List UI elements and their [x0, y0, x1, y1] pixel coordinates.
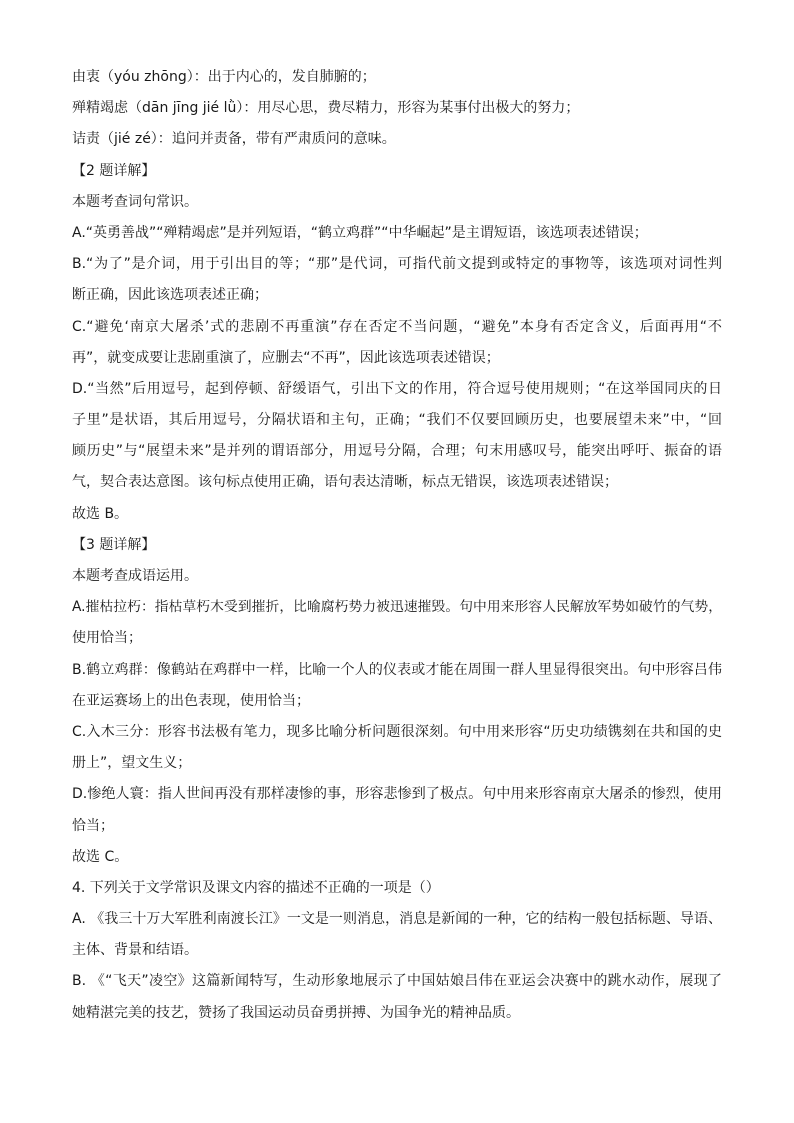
q3-option-b-line2: 在亚运赛场上的出色表现，使用恰当；	[72, 692, 310, 709]
q3-option-d-line2: 恰当；	[72, 817, 114, 834]
q4-option-b-line1: B. 《“飞天”凌空》这篇新闻特写，生动形象地展示了中国姑娘吕伟在亚运会决赛中的跳水动作，展现了	[72, 973, 722, 990]
q2-option-d-line2: 子里”是状语，其后用逗号，分隔状语和主句，正确；“我们不仅要回顾历史，也要展望未来”中，“回	[72, 412, 722, 429]
section-heading-q3: 【3 题详解】	[72, 536, 156, 553]
q3-option-c-line1: C.入木三分：形容书法极有笔力，现多比喻分析问题很深刻。句中用来形容“历史功绩镌刻在共和国的史	[72, 723, 722, 740]
q3-option-a-line2: 使用恰当；	[72, 630, 142, 647]
q4-option-b-line2: 她精湛完美的技艺，赞扬了我国运动员奋勇拼搏、为国争光的精神品质。	[72, 1004, 520, 1021]
q3-option-a-line1: A.摧枯拉朽：指枯草朽木受到摧折，比喻腐朽势力被迅速摧毁。句中用来形容人民解放军势如破竹的气势，	[72, 599, 722, 616]
q2-option-b-line2: 断正确，因此该选项表述正确；	[72, 287, 268, 304]
q2-option-d-line3: 顾历史”与“展望未来”是并列的谓语部分，用逗号分隔，合理；句末用感叹号，能突出呼吁、振奋的语	[72, 443, 722, 460]
q2-option-b-line1: B.“为了”是介词，用于引出目的等；“那”是代词，可指代前文提到或特定的事物等，该选项对词性判	[72, 256, 722, 273]
q2-option-c-line1: C.“避免‘南京大屠杀’式的悲剧不再重演”存在否定不当问题，“避免”本身有否定含义，后面再用“不	[72, 318, 722, 335]
q3-option-d-line1: D.惨绝人寰：指人世间再没有那样凄惨的事，形容悲惨到了极点。句中用来形容南京大屠杀的惨烈，使用	[72, 786, 722, 803]
q2-intro: 本题考查词句常识。	[72, 193, 198, 210]
q4-option-a-line1: A. 《我三十万大军胜利南渡长江》一文是一则消息，消息是新闻的一种，它的结构一般包括标题、导语、	[72, 911, 722, 928]
q2-option-d-line1: D.“当然”后用逗号，起到停顿、舒缓语气，引出下文的作用，符合逗号使用规则；“在这举国同庆的日	[72, 380, 722, 397]
definition-danjingjielv: 殚精竭虑（dān jīng jié lǜ）：用尽心思，费尽精力，形容为某事付出极大的努力；	[72, 100, 580, 117]
q3-option-c-line2: 册上”，望文生义；	[72, 755, 192, 772]
q3-option-b-line1: B.鹤立鸡群：像鹤站在鸡群中一样，比喻一个人的仪表或才能在周围一群人里显得很突出。句中形容吕伟	[72, 661, 722, 678]
document-page	[72, 62, 722, 1029]
definition-jieze: 诘责（jié zé）：追问并责备，带有严肃质问的意味。	[72, 131, 396, 148]
definition-youzhong: 由衷（yóu zhōng）：出于内心的，发自肺腑的；	[72, 69, 376, 85]
question-4-stem: 4. 下列关于文学常识及课文内容的描述不正确的一项是（）	[72, 879, 440, 896]
q2-answer: 故选 B。	[72, 505, 129, 522]
q2-option-c-line2: 再”，就变成要让悲剧重演了，应删去“不再”，因此该选项表述错误；	[72, 349, 500, 366]
q3-intro: 本题考查成语运用。	[72, 568, 198, 584]
q2-option-a: A.“英勇善战”“殚精竭虑”是并列短语，“鹤立鸡群”“中华崛起”是主谓短语，该选项表述错误；	[72, 224, 648, 241]
q4-option-a-line2: 主体、背景和结语。	[72, 942, 198, 959]
q2-option-d-line4: 气，契合表达意图。该句标点使用正确，语句表达清晰，标点无错误，该选项表述错误；	[72, 474, 618, 491]
section-heading-q2: 【2 题详解】	[72, 162, 156, 179]
q3-answer: 故选 C。	[72, 848, 129, 865]
